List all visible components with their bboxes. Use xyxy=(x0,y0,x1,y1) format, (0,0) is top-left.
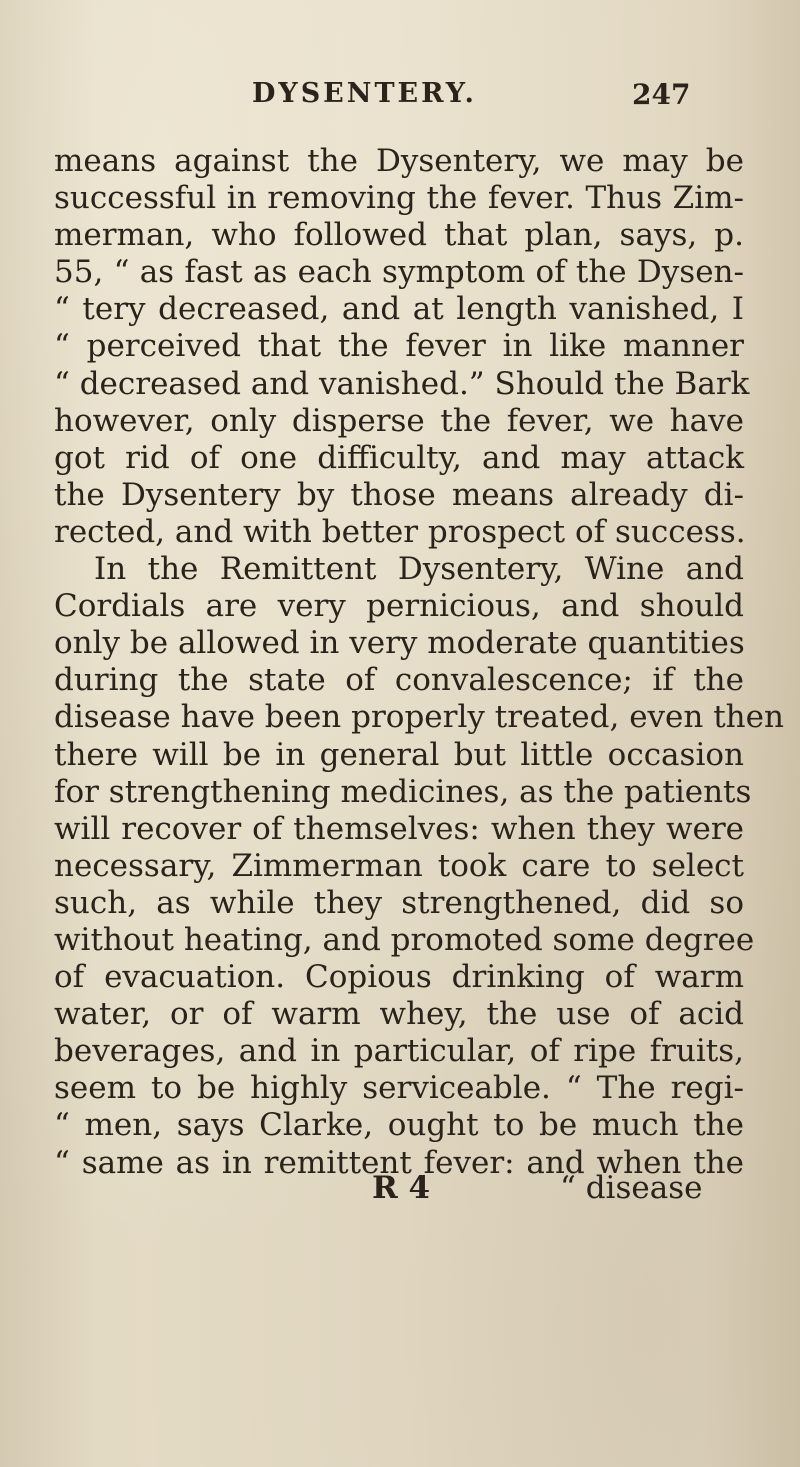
text-line: “ decreased and vanished.” Should the Bark xyxy=(54,365,750,402)
text-line: “ tery decreased, and at length vanished, I xyxy=(54,291,744,328)
text-line: “ men, says Clarke, ought to be much the xyxy=(54,1107,744,1144)
page-footer xyxy=(0,1170,800,1210)
text-line: during the state of convalescence; if the xyxy=(54,662,744,699)
text-line: the Dysentery by those means already di- xyxy=(54,476,744,513)
text-line: beverages, and in particular, of ripe fruits, xyxy=(54,1033,744,1070)
text-line: without heating, and promoted some degree xyxy=(54,921,755,958)
text-line: disease have been properly treated, even then xyxy=(54,699,784,736)
running-title: DYSENTERY. xyxy=(252,78,477,109)
text-line: successful in removing the fever. Thus Zim- xyxy=(54,180,744,217)
page-header xyxy=(0,78,800,118)
text-line: Cordials are very pernicious, and should xyxy=(54,588,744,625)
text-line: seem to be highly serviceable. “ The regi- xyxy=(54,1070,744,1107)
text-line: rected, and with better prospect of success. xyxy=(54,513,746,550)
text-line: of evacuation. Copious drinking of warm xyxy=(54,959,744,996)
text-line: means against the Dysentery, we may be xyxy=(54,143,744,179)
body-text xyxy=(54,143,784,1182)
text-line: water, or of warm whey, the use of acid xyxy=(54,996,744,1033)
text-line: “ perceived that the fever in like manner xyxy=(54,328,744,365)
text-line: will recover of themselves: when they were xyxy=(54,810,744,847)
text-line: there will be in general but little occasion xyxy=(54,736,744,773)
text-line: got rid of one difficulty, and may attack xyxy=(54,439,744,476)
text-line: only be allowed in very moderate quantities xyxy=(54,625,745,662)
text-line: “ same as in remittent fever: and when the xyxy=(54,1144,744,1181)
text-line: for strengthening medicines, as the patients xyxy=(54,773,752,810)
signature-mark: R 4 xyxy=(372,1170,431,1206)
text-line: 55, “ as fast as each symptom of the Dysen- xyxy=(54,254,744,291)
text-line: merman, who followed that plan, says, p. xyxy=(54,217,744,254)
page-number: 247 xyxy=(632,78,691,111)
text-line: necessary, Zimmerman took care to select xyxy=(54,847,744,884)
text-line: such, as while they strengthened, did so xyxy=(54,884,744,921)
text-line: however, only disperse the fever, we have xyxy=(54,402,744,439)
catchword: “ disease xyxy=(560,1170,703,1206)
paragraph-start-line: In the Remittent Dysentery, Wine and xyxy=(94,551,744,588)
